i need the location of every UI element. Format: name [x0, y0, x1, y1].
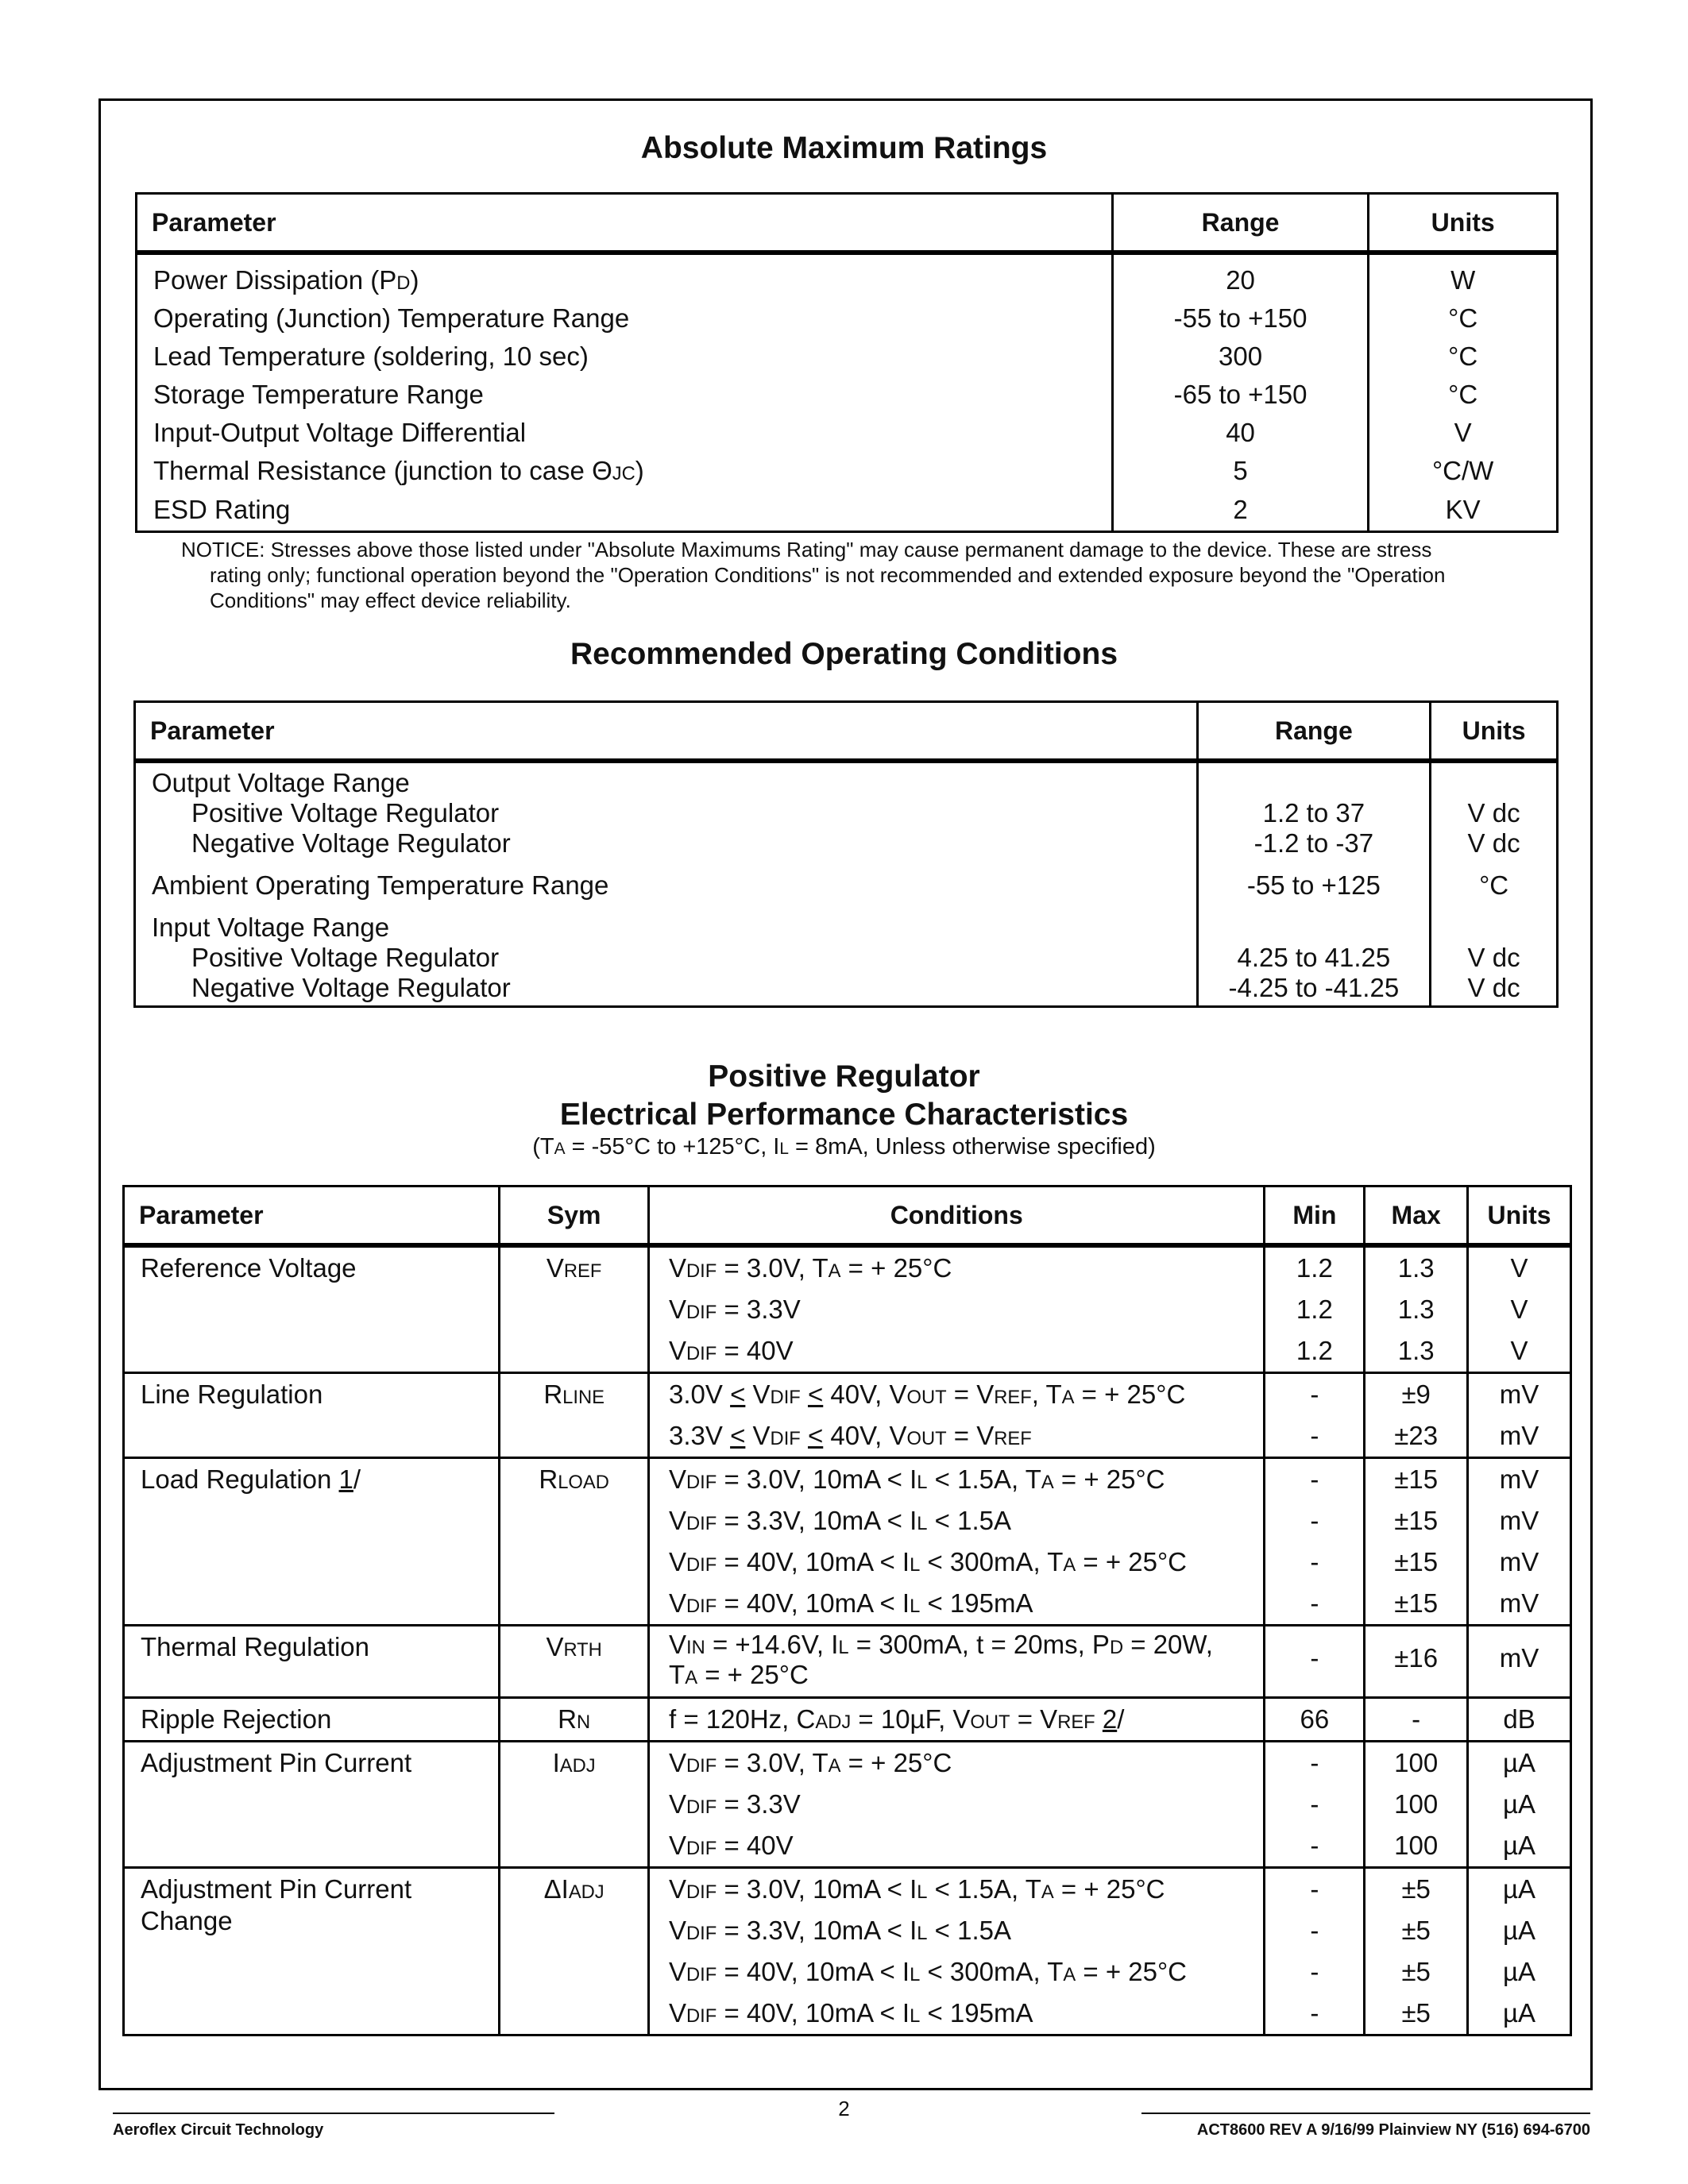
condition-line: VDIF = 40V, 10mA < IL < 300mA, TA = + 25°C — [669, 1547, 1188, 1576]
table-row — [124, 1626, 1571, 1698]
max-value: ±16 — [1394, 1643, 1439, 1673]
condition-line: VDIF = 40V, 10mA < IL < 195mA — [669, 1588, 1033, 1618]
max-value: ±15 — [1394, 1547, 1439, 1576]
notice-line-1: NOTICE: Stresses above those listed under "Absolute Maximums Rating" may cause permanent damage to the device. These are stress — [181, 538, 1432, 561]
condition-line: VDIF = 3.3V — [669, 1789, 801, 1819]
max-value: ±5 — [1401, 1957, 1431, 1986]
roc-units: V dc — [1431, 973, 1558, 1006]
units-value: mV — [1499, 1464, 1539, 1494]
units-value: µA — [1503, 1916, 1536, 1945]
epc-max — [1365, 1698, 1468, 1742]
amr-row-range: -65 to +150 — [1112, 376, 1369, 414]
epc-max — [1365, 1626, 1468, 1698]
epc-subtitle-c: = 8mA, Unless otherwise specified) — [789, 1134, 1156, 1160]
units-value: dB — [1503, 1704, 1535, 1734]
condition-line: VDIF = 3.0V, 10mA < IL < 1.5A, TA = + 25°C — [669, 1874, 1165, 1904]
units-value: µA — [1503, 1957, 1536, 1986]
epc-title-1: Positive Regulator — [708, 1059, 980, 1094]
min-value: - — [1310, 1789, 1319, 1819]
amr-row-range: 5 — [1112, 452, 1369, 490]
roc-table — [133, 700, 1559, 1008]
roc-item: Positive Voltage Regulator — [135, 943, 1198, 973]
amr-header-parameter: Parameter — [137, 194, 1113, 253]
condition-line: VDIF = 40V — [669, 1831, 794, 1860]
condition-line: VIN = +14.6V, IL = 300mA, t = 20ms, PD = 20W, TA = + 25°C — [669, 1630, 1213, 1689]
units-value: V — [1510, 1295, 1528, 1324]
max-value: ±5 — [1401, 1874, 1431, 1904]
table-row — [124, 1373, 1571, 1458]
units-value: V — [1510, 1336, 1528, 1365]
units-value: mV — [1499, 1379, 1539, 1409]
roc-header-range: Range — [1197, 702, 1431, 762]
units-value: µA — [1503, 1748, 1536, 1777]
amr-param-end: ) — [635, 456, 644, 485]
amr-row-range: -55 to +150 — [1112, 299, 1369, 338]
epc-conditions — [649, 1868, 1265, 2035]
amr-param-text: Power Dissipation (P — [153, 265, 397, 295]
roc-item: Negative Voltage Regulator — [135, 828, 1198, 862]
condition-line: 3.0V < VDIF < 40V, VOUT = VREF, TA = + 25°C — [669, 1379, 1186, 1409]
table-row — [124, 1458, 1571, 1626]
min-value: - — [1310, 1421, 1319, 1450]
table-row — [124, 1245, 1571, 1373]
condition-line: f = 120Hz, CADJ = 10µF, VOUT = VREF 2/ — [669, 1704, 1125, 1734]
amr-row-units: KV — [1369, 490, 1558, 531]
epc-min — [1265, 1245, 1365, 1373]
min-value: 66 — [1300, 1704, 1330, 1734]
amr-row-units: °C — [1369, 376, 1558, 414]
units-value: µA — [1503, 1998, 1536, 2028]
amr-row-units: W — [1369, 253, 1558, 299]
units-value: µA — [1503, 1831, 1536, 1860]
epc-subtitle-a: (T — [532, 1134, 554, 1160]
min-value: - — [1310, 1506, 1319, 1535]
epc-max — [1365, 1868, 1468, 2035]
epc-header-sym: Sym — [500, 1187, 649, 1246]
max-value: ±5 — [1401, 1998, 1431, 2028]
epc-symbol: VRTH — [500, 1626, 649, 1698]
epc-min — [1265, 1698, 1365, 1742]
min-value: 1.2 — [1296, 1253, 1333, 1283]
amr-table — [135, 192, 1559, 533]
notice-line-3: Conditions" may effect device reliability. — [210, 588, 571, 612]
epc-units — [1468, 1698, 1571, 1742]
amr-header-units: Units — [1369, 194, 1558, 253]
epc-header-units: Units — [1468, 1187, 1571, 1246]
epc-min — [1265, 1868, 1365, 2035]
max-value: 100 — [1394, 1748, 1439, 1777]
epc-units — [1468, 1245, 1571, 1373]
min-value: - — [1310, 1748, 1319, 1777]
roc-group-label: Output Voltage Range — [135, 761, 1198, 798]
epc-title-2: Electrical Performance Characteristics — [559, 1098, 1129, 1132]
amr-row-units: °C/W — [1369, 452, 1558, 490]
epc-parameter: Thermal Regulation — [124, 1626, 500, 1698]
roc-range: -55 to +125 — [1197, 862, 1431, 909]
epc-parameter: Adjustment Pin Current — [124, 1742, 500, 1868]
amr-param-end: ) — [410, 265, 419, 295]
units-value: mV — [1499, 1506, 1539, 1535]
amr-row-units: V — [1369, 414, 1558, 452]
min-value: - — [1310, 1588, 1319, 1618]
epc-min — [1265, 1458, 1365, 1626]
min-value: - — [1310, 1998, 1319, 2028]
roc-title: Recommended Operating Conditions — [570, 637, 1118, 671]
table-row — [124, 1698, 1571, 1742]
amr-row-range: 300 — [1112, 338, 1369, 376]
roc-range: -4.25 to -41.25 — [1197, 973, 1431, 1006]
epc-symbol: RLOAD — [500, 1458, 649, 1626]
condition-line: VDIF = 3.3V, 10mA < IL < 1.5A — [669, 1916, 1011, 1945]
condition-line: VDIF = 40V — [669, 1336, 794, 1365]
epc-units — [1468, 1868, 1571, 2035]
roc-range: -1.2 to -37 — [1197, 828, 1431, 862]
max-value: 1.3 — [1397, 1336, 1435, 1365]
max-value: - — [1412, 1704, 1421, 1734]
amr-param-sub: D — [396, 272, 411, 294]
max-value: ±15 — [1394, 1464, 1439, 1494]
min-value: - — [1310, 1643, 1319, 1673]
footer-right: ACT8600 REV A 9/16/99 Plainview NY (516) 694-6700 — [1196, 2121, 1590, 2139]
epc-subtitle-sub: A — [554, 1140, 566, 1158]
condition-line: 3.3V < VDIF < 40V, VOUT = VREF — [669, 1421, 1032, 1450]
amr-row-param — [137, 253, 1113, 299]
epc-subtitle — [0, 1133, 1688, 1163]
amr-row-range: 2 — [1112, 490, 1369, 531]
footer-rule-left — [113, 2113, 554, 2114]
amr-row-range: 40 — [1112, 414, 1369, 452]
min-value: - — [1310, 1831, 1319, 1860]
amr-header-range: Range — [1112, 194, 1369, 253]
epc-units — [1468, 1626, 1571, 1698]
max-value: 100 — [1394, 1831, 1439, 1860]
epc-parameter: Ripple Rejection — [124, 1698, 500, 1742]
notice-line-2: rating only; functional operation beyond the "Operation Conditions" is not recommended and extended exposure beyond the "Operation — [210, 563, 1446, 587]
epc-table — [122, 1185, 1572, 2036]
roc-units: V dc — [1431, 943, 1558, 973]
epc-max — [1365, 1245, 1468, 1373]
units-value: µA — [1503, 1789, 1536, 1819]
epc-conditions — [649, 1698, 1265, 1742]
epc-conditions — [649, 1458, 1265, 1626]
epc-conditions — [649, 1373, 1265, 1458]
roc-range: 4.25 to 41.25 — [1197, 943, 1431, 973]
amr-notice — [181, 537, 1555, 613]
roc-header-units: Units — [1431, 702, 1558, 762]
max-value: 100 — [1394, 1789, 1439, 1819]
max-value: 1.3 — [1397, 1253, 1435, 1283]
max-value: ±9 — [1401, 1379, 1431, 1409]
units-value: mV — [1499, 1643, 1539, 1673]
epc-symbol: RLINE — [500, 1373, 649, 1458]
table-row — [124, 1742, 1571, 1868]
epc-parameter: Line Regulation — [124, 1373, 500, 1458]
roc-item: Negative Voltage Regulator — [135, 973, 1198, 1006]
min-value: - — [1310, 1379, 1319, 1409]
min-value: - — [1310, 1957, 1319, 1986]
amr-param-sub: JC — [612, 463, 635, 484]
epc-min — [1265, 1373, 1365, 1458]
condition-line: VDIF = 40V, 10mA < IL < 300mA, TA = + 25°C — [669, 1957, 1188, 1986]
footer-left: Aeroflex Circuit Technology — [113, 2121, 324, 2139]
min-value: - — [1310, 1547, 1319, 1576]
min-value: 1.2 — [1296, 1295, 1333, 1324]
amr-row-range: 20 — [1112, 253, 1369, 299]
condition-line: VDIF = 3.0V, TA = + 25°C — [669, 1253, 952, 1283]
epc-symbol: RN — [500, 1698, 649, 1742]
units-value: µA — [1503, 1874, 1536, 1904]
roc-group-label: Ambient Operating Temperature Range — [135, 862, 1198, 909]
units-value: mV — [1499, 1547, 1539, 1576]
page-number: 2 — [838, 2097, 850, 2120]
max-value: ±23 — [1394, 1421, 1439, 1450]
amr-row-param — [137, 452, 1113, 490]
epc-max — [1365, 1458, 1468, 1626]
max-value: 1.3 — [1397, 1295, 1435, 1324]
epc-symbol: VREF — [500, 1245, 649, 1373]
epc-header-parameter: Parameter — [124, 1187, 500, 1246]
epc-header-conditions: Conditions — [649, 1187, 1265, 1246]
min-value: - — [1310, 1874, 1319, 1904]
epc-conditions — [649, 1742, 1265, 1868]
condition-line: VDIF = 3.0V, TA = + 25°C — [669, 1748, 952, 1777]
roc-group-label: Input Voltage Range — [135, 909, 1198, 943]
epc-max — [1365, 1742, 1468, 1868]
epc-min — [1265, 1626, 1365, 1698]
roc-units: V dc — [1431, 828, 1558, 862]
table-row — [124, 1868, 1571, 2035]
amr-row-param: ESD Rating — [137, 490, 1113, 531]
epc-units — [1468, 1373, 1571, 1458]
min-value: 1.2 — [1296, 1336, 1333, 1365]
amr-row-param: Lead Temperature (soldering, 10 sec) — [137, 338, 1113, 376]
epc-max — [1365, 1373, 1468, 1458]
footer-rule-right — [1141, 2113, 1590, 2114]
condition-line: VDIF = 40V, 10mA < IL < 195mA — [669, 1998, 1033, 2028]
min-value: - — [1310, 1916, 1319, 1945]
max-value: ±15 — [1394, 1506, 1439, 1535]
amr-row-units: °C — [1369, 338, 1558, 376]
epc-min — [1265, 1742, 1365, 1868]
condition-line: VDIF = 3.0V, 10mA < IL < 1.5A, TA = + 25°C — [669, 1464, 1165, 1494]
epc-conditions — [649, 1245, 1265, 1373]
condition-line: VDIF = 3.3V — [669, 1295, 801, 1324]
condition-line: VDIF = 3.3V, 10mA < IL < 1.5A — [669, 1506, 1011, 1535]
roc-item: Positive Voltage Regulator — [135, 798, 1198, 828]
epc-parameter: Load Regulation 1/ — [124, 1458, 500, 1626]
epc-symbol: IADJ — [500, 1742, 649, 1868]
epc-header-max: Max — [1365, 1187, 1468, 1246]
epc-units — [1468, 1458, 1571, 1626]
epc-units — [1468, 1742, 1571, 1868]
roc-units: °C — [1431, 862, 1558, 909]
amr-title: Absolute Maximum Ratings — [640, 131, 1048, 165]
amr-row-param: Storage Temperature Range — [137, 376, 1113, 414]
units-value: V — [1510, 1253, 1528, 1283]
roc-units: V dc — [1431, 798, 1558, 828]
units-value: mV — [1499, 1588, 1539, 1618]
epc-symbol: ΔIADJ — [500, 1868, 649, 2035]
roc-range: 1.2 to 37 — [1197, 798, 1431, 828]
amr-row-param: Input-Output Voltage Differential — [137, 414, 1113, 452]
roc-header-parameter: Parameter — [135, 702, 1198, 762]
epc-parameter: Reference Voltage — [124, 1245, 500, 1373]
min-value: - — [1310, 1464, 1319, 1494]
max-value: ±15 — [1394, 1588, 1439, 1618]
max-value: ±5 — [1401, 1916, 1431, 1945]
epc-subtitle-b: = -55°C to +125°C, I — [565, 1134, 780, 1160]
amr-param-text: Thermal Resistance (junction to case Θ — [153, 456, 612, 485]
amr-row-param: Operating (Junction) Temperature Range — [137, 299, 1113, 338]
epc-conditions — [649, 1626, 1265, 1698]
epc-subtitle-sub: L — [779, 1140, 789, 1158]
epc-header-min: Min — [1265, 1187, 1365, 1246]
epc-parameter: Adjustment Pin Current Change — [124, 1868, 500, 2035]
amr-row-units: °C — [1369, 299, 1558, 338]
units-value: mV — [1499, 1421, 1539, 1450]
